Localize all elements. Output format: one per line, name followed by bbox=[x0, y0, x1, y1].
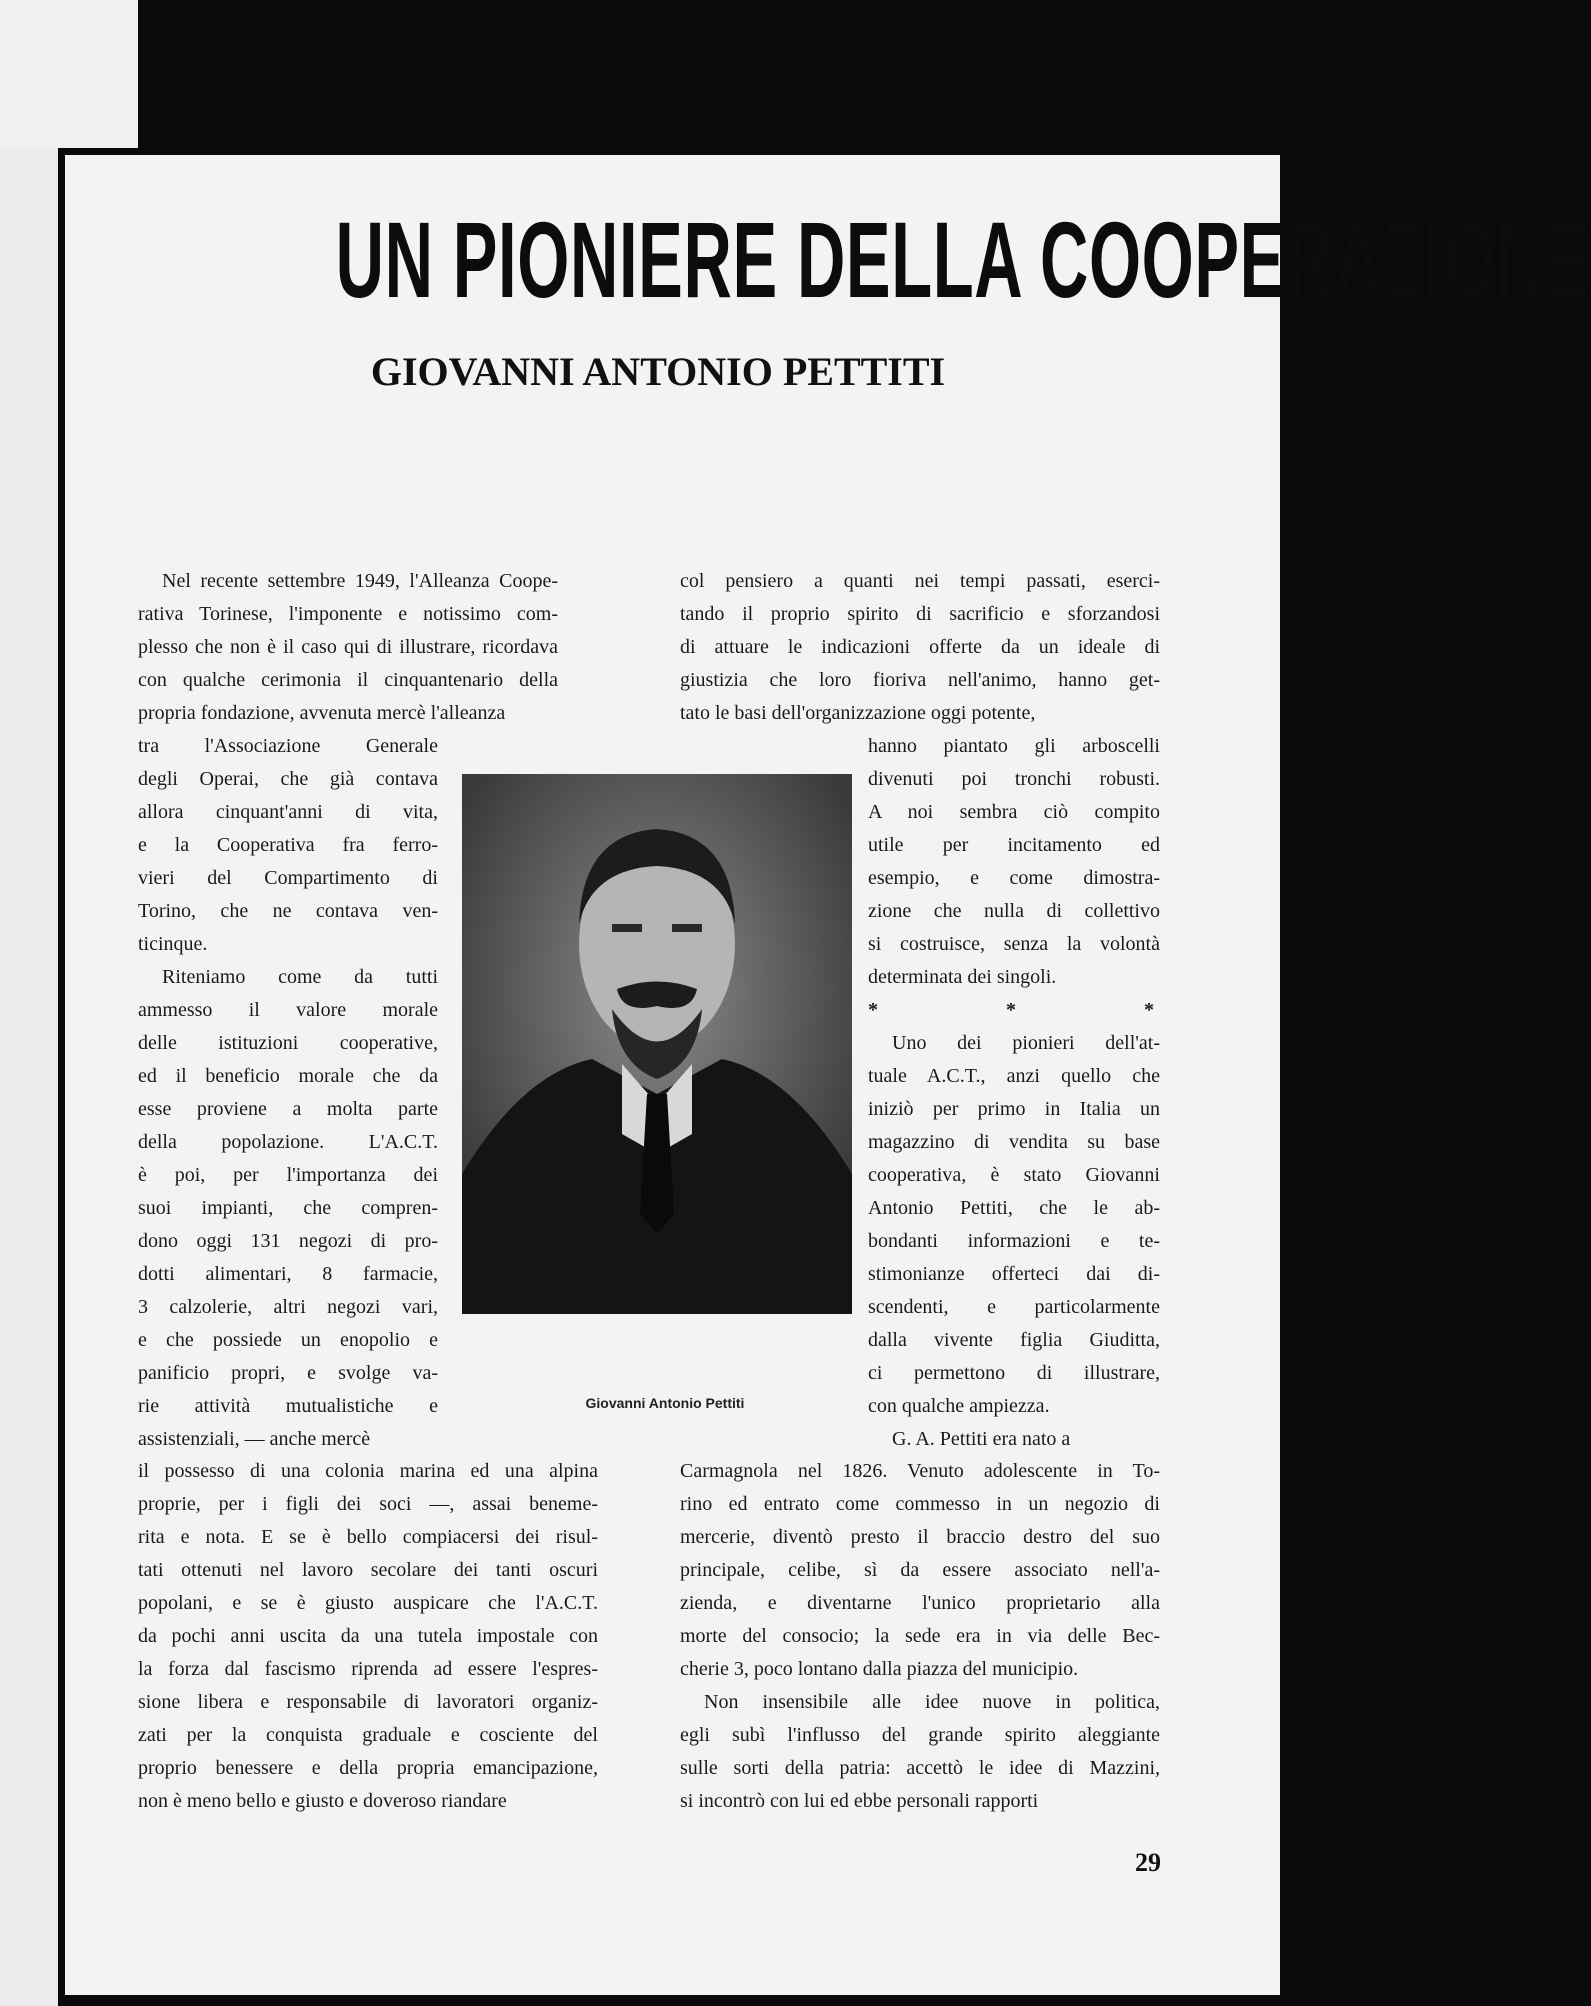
text-line: dalla vivente figlia Giuditta, bbox=[868, 1329, 1160, 1351]
text-line: degli Operai, che già contava bbox=[138, 768, 438, 790]
text-line: ci permettono di illustrare, bbox=[868, 1362, 1160, 1384]
text-line: allora cinquant'anni di vita, bbox=[138, 801, 438, 823]
text-line: e la Cooperativa fra ferro- bbox=[138, 834, 438, 856]
text-line: scendenti, e particolarmente bbox=[868, 1296, 1160, 1318]
portrait-caption: Giovanni Antonio Pettiti bbox=[585, 1395, 745, 1411]
portrait-illustration bbox=[462, 774, 852, 1314]
text-line: Torino, che ne contava ven- bbox=[138, 900, 438, 922]
left-column-bottom bbox=[138, 1455, 598, 1818]
text-line: non è meno bello e giusto e doveroso riandare bbox=[138, 1790, 507, 1812]
text-line: tuale A.C.T., anzi quello che bbox=[868, 1065, 1160, 1087]
text-line: col pensiero a quanti nei tempi passati, eserci- bbox=[680, 570, 1160, 592]
text-line: propria fondazione, avvenuta mercè l'alleanza bbox=[138, 702, 506, 724]
text-line: proprio benessere e della propria emancipazione, bbox=[138, 1757, 598, 1779]
text-line: vieri del Compartimento di bbox=[138, 867, 438, 889]
text-line: utile per incitamento ed bbox=[868, 834, 1160, 856]
text-line: hanno piantato gli arboscelli bbox=[868, 735, 1160, 757]
text-line: 3 calzolerie, altri negozi vari, bbox=[138, 1296, 438, 1318]
text-line: morte del consocio; la sede era in via delle Bec- bbox=[680, 1625, 1160, 1647]
text-line: panificio propri, e svolge va- bbox=[138, 1362, 438, 1384]
text-line: ed il beneficio morale che da bbox=[138, 1065, 438, 1087]
text-line: si costruisce, senza la volontà bbox=[868, 933, 1160, 955]
text-line: con qualche cerimonia il cinquantenario della bbox=[138, 669, 558, 691]
text-line: ticinque. bbox=[138, 933, 208, 955]
text-line: da pochi anni uscita da una tutela impostale con bbox=[138, 1625, 598, 1647]
text-line: zienda, e diventarne l'unico proprietario alla bbox=[680, 1592, 1160, 1614]
text-line: esse proviene a molta parte bbox=[138, 1098, 438, 1120]
text-line: tato le basi dell'organizzazione oggi potente, bbox=[680, 702, 1036, 724]
text-line: A noi sembra ciò compito bbox=[868, 801, 1160, 823]
text-line: Antonio Pettiti, che le ab- bbox=[868, 1197, 1160, 1219]
text-line: rativa Torinese, l'imponente e notissimo com- bbox=[138, 603, 558, 625]
text-line: stimonianze offerteci dai di- bbox=[868, 1263, 1160, 1285]
text-line: con qualche ampiezza. bbox=[868, 1395, 1050, 1417]
text-line: tati ottenuti nel lavoro secolare dei tanti oscuri bbox=[138, 1559, 598, 1581]
text-line: cooperativa, è stato Giovanni bbox=[868, 1164, 1160, 1186]
text-line: rita e nota. E se è bello compiacersi dei risul- bbox=[138, 1526, 598, 1548]
text-line: tando il proprio spirito di sacrificio e sforzandosi bbox=[680, 603, 1160, 625]
text-line: dotti alimentari, 8 farmacie, bbox=[138, 1263, 438, 1285]
text-line: della popolazione. L'A.C.T. bbox=[138, 1131, 438, 1153]
article-title: UN PIONIERE DELLA COOPERAZIONE bbox=[335, 199, 1591, 320]
text-line: zione che nulla di collettivo bbox=[868, 900, 1160, 922]
text-line: assistenziali, — anche mercè bbox=[138, 1428, 371, 1450]
text-line: tra l'Associazione Generale bbox=[138, 735, 438, 757]
text-line: magazzino di vendita su base bbox=[868, 1131, 1160, 1153]
right-column-narrow bbox=[868, 730, 1160, 1456]
text-line: sulle sorti della patria: accettò le idee di Mazzini, bbox=[680, 1757, 1160, 1779]
text-line: rino ed entrato come commesso in un negozio di bbox=[680, 1493, 1160, 1515]
article-subtitle: GIOVANNI ANTONIO PETTITI bbox=[370, 349, 946, 394]
text-line: dono oggi 131 negozi di pro- bbox=[138, 1230, 438, 1252]
text-line: e che possiede un enopolio e bbox=[138, 1329, 438, 1351]
text-line: proprie, per i figli dei soci —, assai beneme- bbox=[138, 1493, 598, 1515]
left-column-narrow bbox=[138, 730, 438, 1456]
text-line: divenuti poi tronchi robusti. bbox=[868, 768, 1160, 790]
text-line: mercerie, diventò presto il braccio destro del suo bbox=[680, 1526, 1160, 1548]
text-line: popolani, e se è giusto auspicare che l'A.C.T. bbox=[138, 1592, 598, 1614]
right-column-bottom bbox=[680, 1455, 1160, 1818]
page-number: 29 bbox=[1135, 1848, 1161, 1877]
text-line: sione libera e responsabile di lavoratori organiz- bbox=[138, 1691, 598, 1713]
text-line: ammesso il valore morale bbox=[138, 999, 438, 1021]
text-line: esempio, e come dimostra- bbox=[868, 867, 1160, 889]
text-line: principale, celibe, sì da essere associato nell'a- bbox=[680, 1559, 1160, 1581]
text-line: Carmagnola nel 1826. Venuto adolescente in To- bbox=[680, 1460, 1160, 1482]
text-line: zati per la conquista graduale e cosciente del bbox=[138, 1724, 598, 1746]
text-line: giustizia che loro fioriva nell'animo, hanno get- bbox=[680, 669, 1160, 691]
text-line: plesso che non è il caso qui di illustrare, ricordava bbox=[138, 636, 558, 658]
text-line: la forza dal fascismo riprenda ad essere l'espres- bbox=[138, 1658, 598, 1680]
text-line: rie attività mutualistiche e bbox=[138, 1395, 438, 1417]
text-line: bondanti informazioni e te- bbox=[868, 1230, 1160, 1252]
text-line: cherie 3, poco lontano dalla piazza del municipio. bbox=[680, 1658, 1079, 1680]
text-line: G. A. Pettiti era nato a bbox=[892, 1428, 1071, 1450]
text-line: iniziò per primo in Italia un bbox=[868, 1098, 1160, 1120]
text-line: egli subì l'influsso del grande spirito aleggiante bbox=[680, 1724, 1160, 1746]
text-line: è poi, per l'importanza dei bbox=[138, 1164, 438, 1186]
left-column-top bbox=[138, 565, 558, 730]
text-line: Uno dei pionieri dell'at- bbox=[892, 1032, 1160, 1054]
text-line: Non insensibile alle idee nuove in politica, bbox=[704, 1691, 1160, 1713]
text-line: delle istituzioni cooperative, bbox=[138, 1032, 438, 1054]
text-line: il possesso di una colonia marina ed una alpina bbox=[138, 1460, 598, 1482]
text-line: di attuare le indicazioni offerte da un ideale di bbox=[680, 636, 1160, 658]
scan-edge-left bbox=[0, 148, 58, 2006]
scan-edge-top-left bbox=[0, 0, 138, 148]
text-line: determinata dei singoli. bbox=[868, 966, 1057, 988]
right-column-top bbox=[680, 565, 1160, 730]
text-line: * * * bbox=[868, 999, 1160, 1021]
text-line: Riteniamo come da tutti bbox=[162, 966, 438, 988]
text-line: Nel recente settembre 1949, l'Alleanza Coope- bbox=[162, 570, 558, 592]
text-line: suoi impianti, che compren- bbox=[138, 1197, 438, 1219]
portrait-photo bbox=[462, 774, 852, 1314]
text-line: si incontrò con lui ed ebbe personali rapporti bbox=[680, 1790, 1039, 1812]
